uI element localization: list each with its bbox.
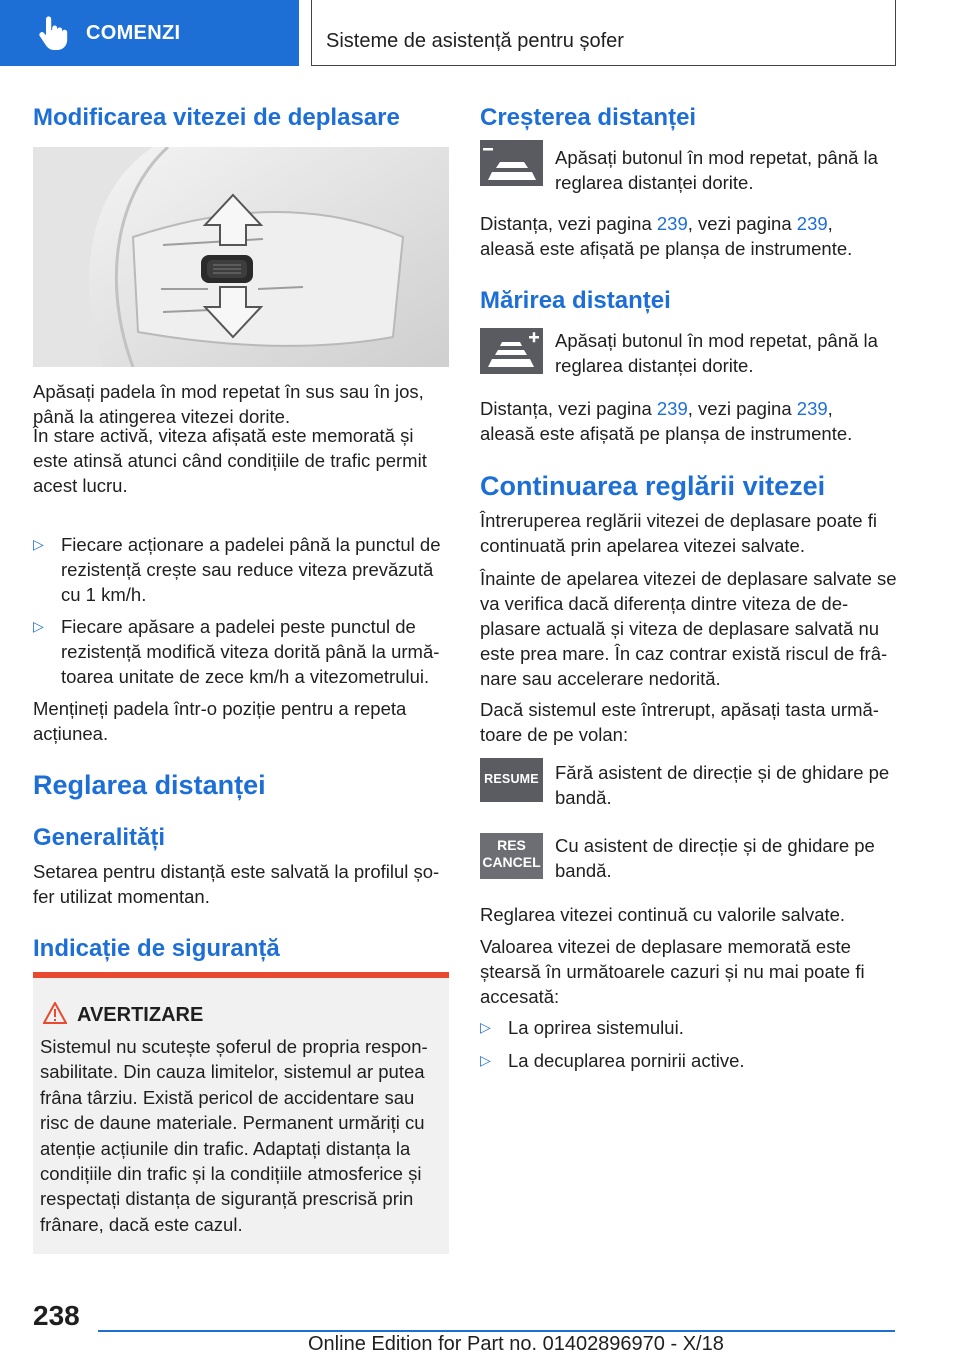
heading-increase-distance: Creșterea distanței [480,104,697,131]
bullet-triangle-icon: ▷ [480,1052,491,1068]
heading-continue-speed-control: Continuarea reglării vitezei [480,471,826,501]
paragraph-continues-values: Reglarea vitezei continuă cu valorile salvate. [480,904,846,925]
warning-title: AVERTIZARE [77,1004,204,1026]
distance-plus-icon [480,328,543,374]
paragraph-value-deleted: Valoarea vitezei de deplasare memorată este ștearsă în următoarele cazuri și nu mai poate fi accesată: [480,936,865,1007]
steering-wheel-paddle-image [33,147,449,367]
page-link[interactable]: 239 [796,213,828,234]
heading-enlarge-distance: Mărirea distanței [480,287,671,314]
heading-safety: Indicație de siguranță [33,935,280,962]
paragraph-general: Setarea pentru distanță este salvată la profilul șofer utilizat momentan. [33,861,440,907]
paragraph-active-state: În stare activă, viteza afișată este memorată și este atinsă atunci când condițiile de trafic permit acest lucru. [33,425,427,496]
paragraph-before-recall: Înainte de apelarea vitezei de deplasare salvate se va verifica dacă diferența dintre viteza de deplasare actuală și viteza de deplasare salvată nu este prea mare. În caz contrar există riscul de frânare sau accelerare nedorită. [480,568,897,689]
warning-triangle-icon [43,1002,67,1024]
page-number: 238 [33,1300,80,1331]
paragraph-enlarge-distance-ref: Distanța, vezi pagina 239, vezi pagina 239, aleasă este afișată pe planșa de instrumente. [480,398,853,444]
heading-distance-control: Reglarea distanței [33,770,266,800]
section-tab[interactable] [0,0,299,66]
page-link[interactable]: 239 [656,213,688,234]
res-cancel-button-image [480,833,543,879]
page-link[interactable]: 239 [796,398,828,419]
increase-distance-button-image [480,328,543,374]
heading-general: Generalități [33,824,166,851]
footer-divider [98,1330,895,1332]
bullet-triangle-icon: ▷ [480,1019,491,1035]
bullet-triangle-icon: ▷ [33,536,44,552]
resume-button-image [480,758,543,802]
paragraph-hold-paddle: Mențineți padela într-o poziție pentru a repeta acțiunea. [33,698,407,744]
chapter-title: Sisteme de asistență pentru șofer [326,30,624,52]
paragraph-resume: Fără asistent de direcție și de ghidare pe bandă. [555,762,890,808]
decrease-distance-button-image [480,140,543,186]
warning-text: Sistemul nu scutește șoferul de propria responsabilitate. Din cauza limitelor, sistemul ar putea frâna târziu. Există pericol de accidentare sau risc de daune materiale. Permanent urmăriți cu atenție acțiunile din trafic. Adaptați distanța la condițiile din trafic și la condițiile atmosferice și respectați distanța de siguranță prescrisă prin frânare, dacă este cazul. [40,1036,428,1235]
distance-minus-icon [480,140,543,186]
paragraph-res-cancel: Cu asistent de direcție și de ghidare pe bandă. [555,835,875,881]
section-tab-label: COMENZI [86,21,181,44]
heading-speed-change: Modificarea vitezei de deplasare [33,104,400,131]
res-label: RES [497,837,526,853]
paragraph-increase-distance-ref: Distanța, vezi pagina 239, vezi pagina 239, aleasă este afișată pe planșa de instrumente. [480,213,853,259]
paragraph-interruption: Întreruperea reglării vitezei de deplasare poate fi continuată prin apelarea vitezei salvate. [480,510,877,556]
pointing-hand-icon [34,16,68,50]
paragraph-if-interrupted: Dacă sistemul este întrerupt, apăsați tasta următoare de pe volan: [480,699,879,745]
paragraph-increase-press: Apăsați butonul în mod repetat, până la reglarea distanței dorite. [555,147,878,193]
warning-box [33,972,449,1254]
footer-edition: Online Edition for Part no. 01402896970 - X/18 [308,1333,724,1355]
steering-wheel-illustration [33,147,449,367]
cancel-label: CANCEL [482,854,541,870]
paragraph-enlarge-press: Apăsați butonul în mod repetat, până la reglarea distanței dorite. [555,330,878,376]
resume-label: RESUME [484,772,539,786]
paragraph-press-paddle: Apăsați padela în mod repetat în sus sau în jos, până la atingerea vitezei dorite. [33,381,424,427]
chapter-header [311,0,896,66]
bullet-triangle-icon: ▷ [33,618,44,634]
page-link[interactable]: 239 [656,398,688,419]
